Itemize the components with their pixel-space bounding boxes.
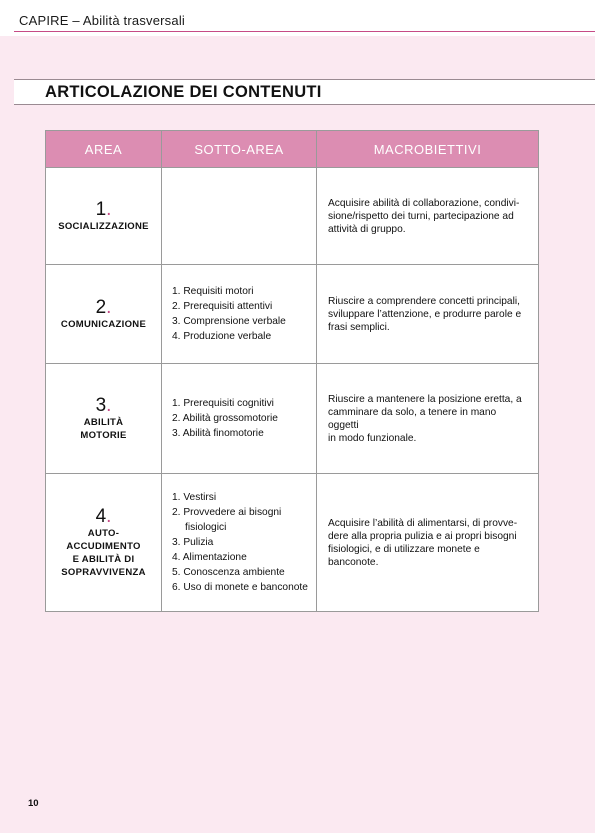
list-item: 2. Prerequisiti attentivi [172, 301, 273, 312]
area-number-value: 2 [95, 296, 107, 318]
contents-table [45, 130, 539, 612]
area-number: 4. [95, 505, 112, 527]
area-cell [46, 474, 162, 612]
header-rule [14, 31, 595, 32]
macro-cell [317, 474, 539, 612]
list-item: 1. Requisiti motori [172, 286, 254, 297]
header-macrobiettivi: MACROBIETTIVI [317, 131, 539, 168]
list-item: 4. Produzione verbale [172, 331, 272, 342]
page-number: 10 [28, 798, 39, 809]
area-cell [46, 168, 162, 265]
macro-cell [317, 364, 539, 474]
running-head: CAPIRE – Abilità trasversali [19, 13, 185, 28]
macro-text: Riuscire a comprendere concetti principali, sviluppare l’attenzione, e produrre parole e frasi semplici. [328, 295, 522, 333]
area-number-value: 1 [95, 198, 107, 220]
area-name-line: MOTORIE [80, 429, 127, 441]
subarea-cell [162, 364, 317, 474]
macro-cell [317, 265, 539, 364]
subarea-cell [162, 168, 317, 265]
subarea-list [172, 396, 312, 441]
area-name: SOCIALIZZAZIONE [58, 220, 149, 232]
area-number: 3. [95, 394, 112, 416]
list-item: 5. Conoscenza ambiente [172, 567, 285, 578]
list-item: 6. Uso di monete e banconote [172, 582, 308, 593]
area-name-line: SOPRAVVIVENZA [61, 566, 146, 578]
area-cell [46, 265, 162, 364]
list-item: 2. Provvedere ai bisogni fisiologici [172, 507, 282, 533]
area-number-value: 4 [95, 505, 107, 527]
table-row [46, 265, 539, 364]
table-header-row [46, 131, 539, 168]
list-item: 3. Abilità finomotorie [172, 428, 264, 439]
area-cell [46, 364, 162, 474]
table-row [46, 364, 539, 474]
list-item: 2. Abilità grossomotorie [172, 413, 278, 424]
area-name: COMUNICAZIONE [60, 318, 147, 330]
area-name-line: ABILITÀ [83, 416, 124, 428]
area-number: 2. [95, 296, 112, 318]
macro-cell [317, 168, 539, 265]
subarea-cell [162, 474, 317, 612]
subarea-list [172, 490, 312, 595]
list-item: 1. Vestirsi [172, 492, 217, 503]
macro-text: Acquisire l’abilità di alimentarsi, di provve- dere alla propria pulizia e ai propri bisogni fisiologici, e di utilizzare monete e banconote. [328, 517, 518, 568]
subarea-cell [162, 265, 317, 364]
section-title-band [14, 79, 595, 105]
area-name-line: AUTO- [87, 527, 120, 539]
section-title: ARTICOLAZIONE DEI CONTENUTI [45, 83, 322, 101]
area-number: 1. [95, 198, 112, 220]
macro-text: Acquisire abilità di collaborazione, condivi- sione/rispetto dei turni, partecipazione ad attività di gruppo. [328, 197, 520, 235]
area-number-value: 3 [95, 394, 107, 416]
area-name-line: E ABILITÀ DI [72, 553, 135, 565]
table-row [46, 168, 539, 265]
table-row [46, 474, 539, 612]
list-item: 3. Pulizia [172, 537, 214, 548]
list-item: 3. Comprensione verbale [172, 316, 286, 327]
macro-text: Riuscire a mantenere la posizione eretta, a camminare da solo, a tenere in mano oggetti in modo funzionale. [328, 393, 522, 444]
list-item: 1. Prerequisiti cognitivi [172, 398, 274, 409]
header-area: AREA [46, 131, 162, 168]
area-name-line: ACCUDIMENTO [66, 540, 141, 552]
list-item: 4. Alimentazione [172, 552, 247, 563]
header-sotto-area: SOTTO-AREA [162, 131, 317, 168]
subarea-list [172, 284, 312, 344]
